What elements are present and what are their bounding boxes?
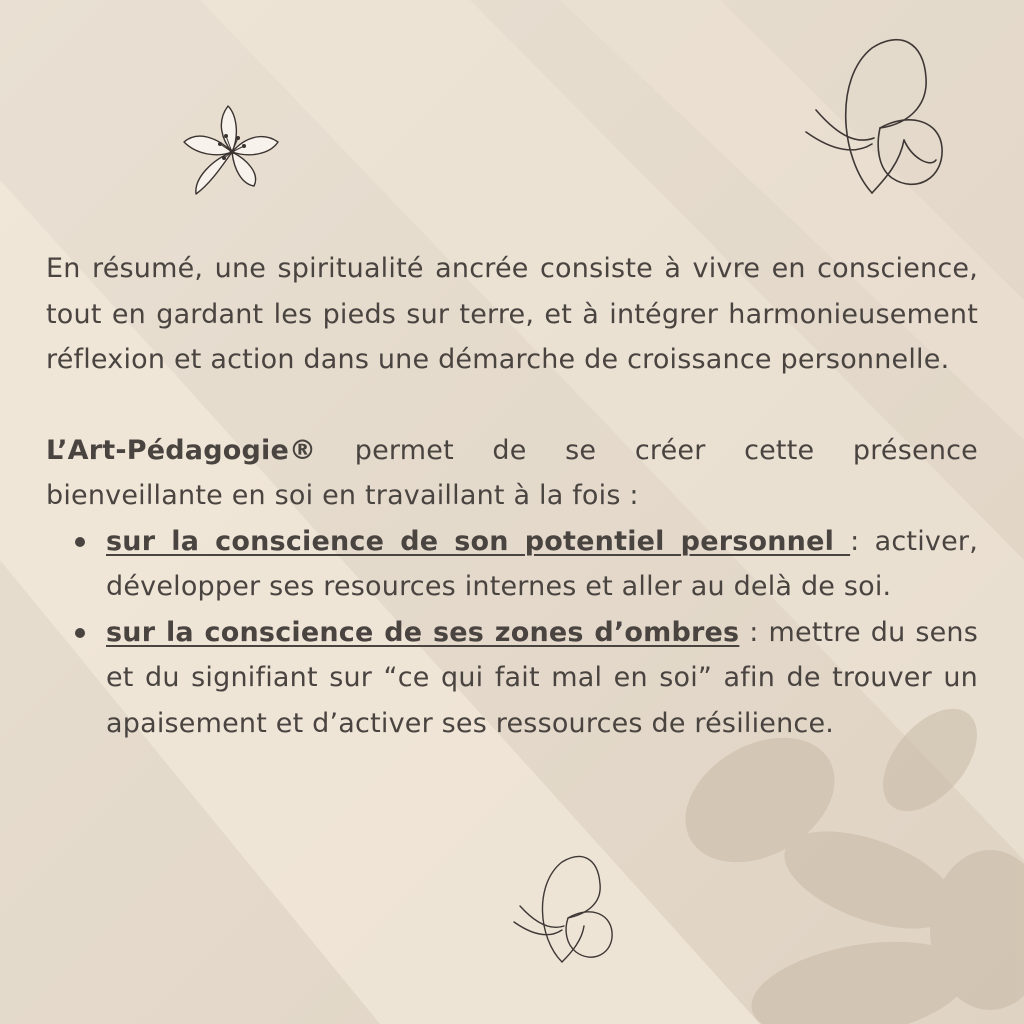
intro-text: permet de se créer cette présence bienveillante en soi en travaillant à la fois :: [46, 434, 978, 511]
bullet-heading: sur la conscience de son potentiel personnel: [106, 525, 851, 557]
bullet-icon: [75, 628, 85, 638]
main-text: [46, 246, 978, 746]
paragraph-spacer: [46, 383, 978, 428]
bullet-text: : mettre du sens et du signifiant sur “ce qui fait mal en soi” afin de trouver un apaisement et d’activer ses ressources de résilience.: [106, 616, 978, 739]
bullet-icon: [75, 537, 85, 547]
butterfly-icon: [800, 28, 960, 200]
bullet-list: [46, 519, 978, 747]
brand-name: L’Art-Pédagogie®: [46, 434, 317, 466]
bullet-text: : activer, développer ses resources internes et aller au delà de soi.: [106, 525, 978, 602]
list-item: [106, 519, 978, 610]
bullet-heading: sur la conscience de ses zones d’ombres: [106, 616, 740, 648]
butterfly-icon: [510, 848, 622, 968]
intro-paragraph: [46, 428, 978, 519]
flower-icon: [180, 100, 284, 200]
summary-paragraph: En résumé, une spiritualité ancrée consiste à vivre en conscience, tout en gardant les pieds sur terre, et à intégrer harmonieusement réflexion et action dans une démarche de croissance personnelle.: [46, 253, 978, 375]
list-item: [106, 610, 978, 747]
